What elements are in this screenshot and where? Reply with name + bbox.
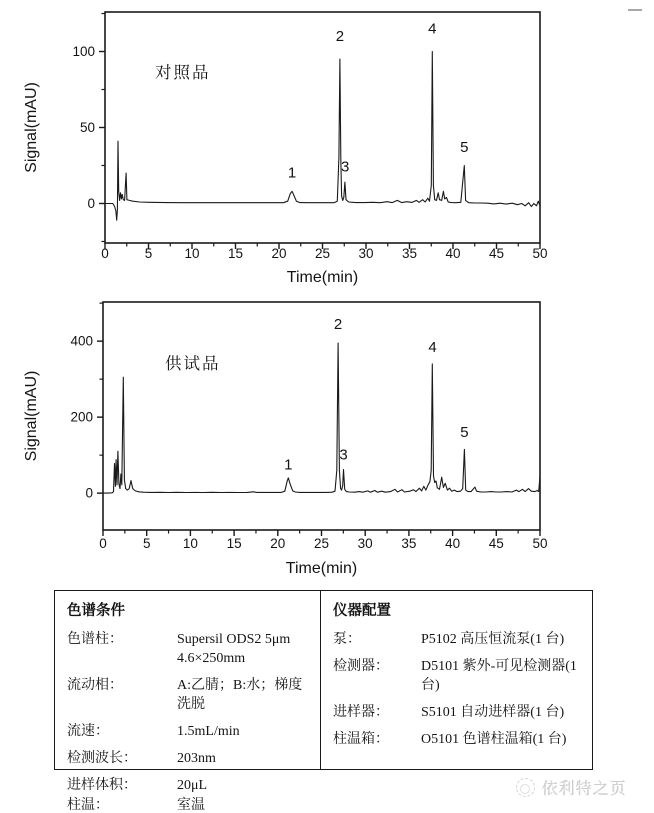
peak-label-5: 5 [460,423,469,441]
peak-label-5: 5 [460,138,469,156]
table-row [67,749,310,768]
y-axis-title: Signal(mAU) [23,82,40,173]
x-tick-label: 5 [144,246,153,261]
x-tick-label: 10 [184,246,200,261]
x-tick-label: 15 [226,536,242,551]
configuration-header: 仪器配置 [333,603,391,619]
x-tick-label: 50 [532,536,548,551]
x-tick-label: 45 [488,246,505,261]
row-value: 203nm [177,751,216,766]
table-row [333,630,582,649]
watermark-text: 依利特之页 [542,781,628,798]
sample-label: 供试品 [165,355,221,373]
row-value: P5102 高压恒流泵(1 台) [421,632,565,647]
x-tick-label: 20 [270,536,286,551]
row-label: 流速： [67,724,109,739]
watermark [516,776,627,799]
y-tick-label: 0 [85,485,93,501]
x-tick-label: 5 [142,536,151,551]
row-value: Supersil ODS2 5μm 4.6×250mm [177,632,291,666]
reference-chromatogram [0,0,654,290]
x-tick-label: 25 [314,246,331,261]
x-axis-title: Time(min) [285,560,358,577]
y-tick-label: 400 [70,333,93,349]
instrument-configuration-cell [321,591,592,769]
peak-label-2: 2 [335,27,345,45]
table-row [333,703,582,722]
row-label: 进样体积： [67,778,137,793]
peak-label-1: 1 [284,456,293,474]
row-value: S5101 自动进样器(1 台) [421,705,565,720]
peak-label-2: 2 [333,315,343,333]
row-label: 检测波长： [67,751,137,766]
test-sample-chromatogram [0,290,654,588]
table-row [67,676,310,714]
elite-logo-icon [516,778,535,797]
peak-label-3: 3 [339,446,348,464]
x-tick-label: 0 [99,536,107,551]
x-tick-label: 30 [357,536,373,551]
y-tick-label: 200 [70,409,93,425]
table-row [67,796,310,813]
x-tick-label: 10 [182,536,198,551]
x-tick-label: 45 [488,536,504,551]
x-tick-label: 40 [445,246,461,261]
x-tick-label: 35 [401,536,417,551]
y-tick-label: 50 [79,120,95,135]
y-axis-title: Signal(mAU) [23,370,40,462]
table-row [67,630,310,668]
row-value: O5101 色谱柱温箱(1 台) [421,732,567,747]
chromatographic-conditions-cell [55,591,321,813]
y-tick-label: 0 [87,195,95,211]
x-tick-label: 25 [313,536,330,551]
row-value: 室温 [177,798,205,813]
peak-label-1: 1 [287,164,297,182]
x-tick-label: 15 [227,246,244,261]
row-label: 泵： [333,632,361,647]
row-label: 进样器： [333,705,389,720]
row-value: D5101 紫外-可见检测器(1 台) [421,659,577,693]
row-value: A:乙腈；B:水；梯度洗脱 [177,678,303,712]
x-tick-label: 50 [532,246,548,261]
x-tick-label: 40 [445,536,461,551]
row-label: 柱温： [67,798,109,813]
x-tick-label: 20 [271,246,287,261]
plot-frame [105,12,540,243]
row-label: 柱温箱： [333,732,389,747]
table-row [333,730,582,749]
x-tick-label: 30 [358,246,374,261]
table-row [333,657,582,695]
table-row [67,776,310,795]
x-tick-label: 0 [101,246,109,261]
table-row [67,722,310,741]
conditions-header: 色谱条件 [67,603,125,619]
plot-frame [103,302,540,530]
row-label: 流动相： [67,678,123,693]
peak-label-3: 3 [340,158,350,176]
row-label: 检测器： [333,659,389,674]
x-tick-label: 35 [401,246,418,261]
y-tick-label: 100 [72,44,95,60]
peak-label-4: 4 [428,338,437,356]
row-value: 20μL [177,778,208,793]
peak-label-4: 4 [428,20,437,38]
x-axis-title: Time(min) [286,269,359,286]
sample-label: 对照品 [155,64,211,82]
row-value: 1.5mL/min [177,724,240,739]
row-label: 色谱柱： [67,632,123,647]
